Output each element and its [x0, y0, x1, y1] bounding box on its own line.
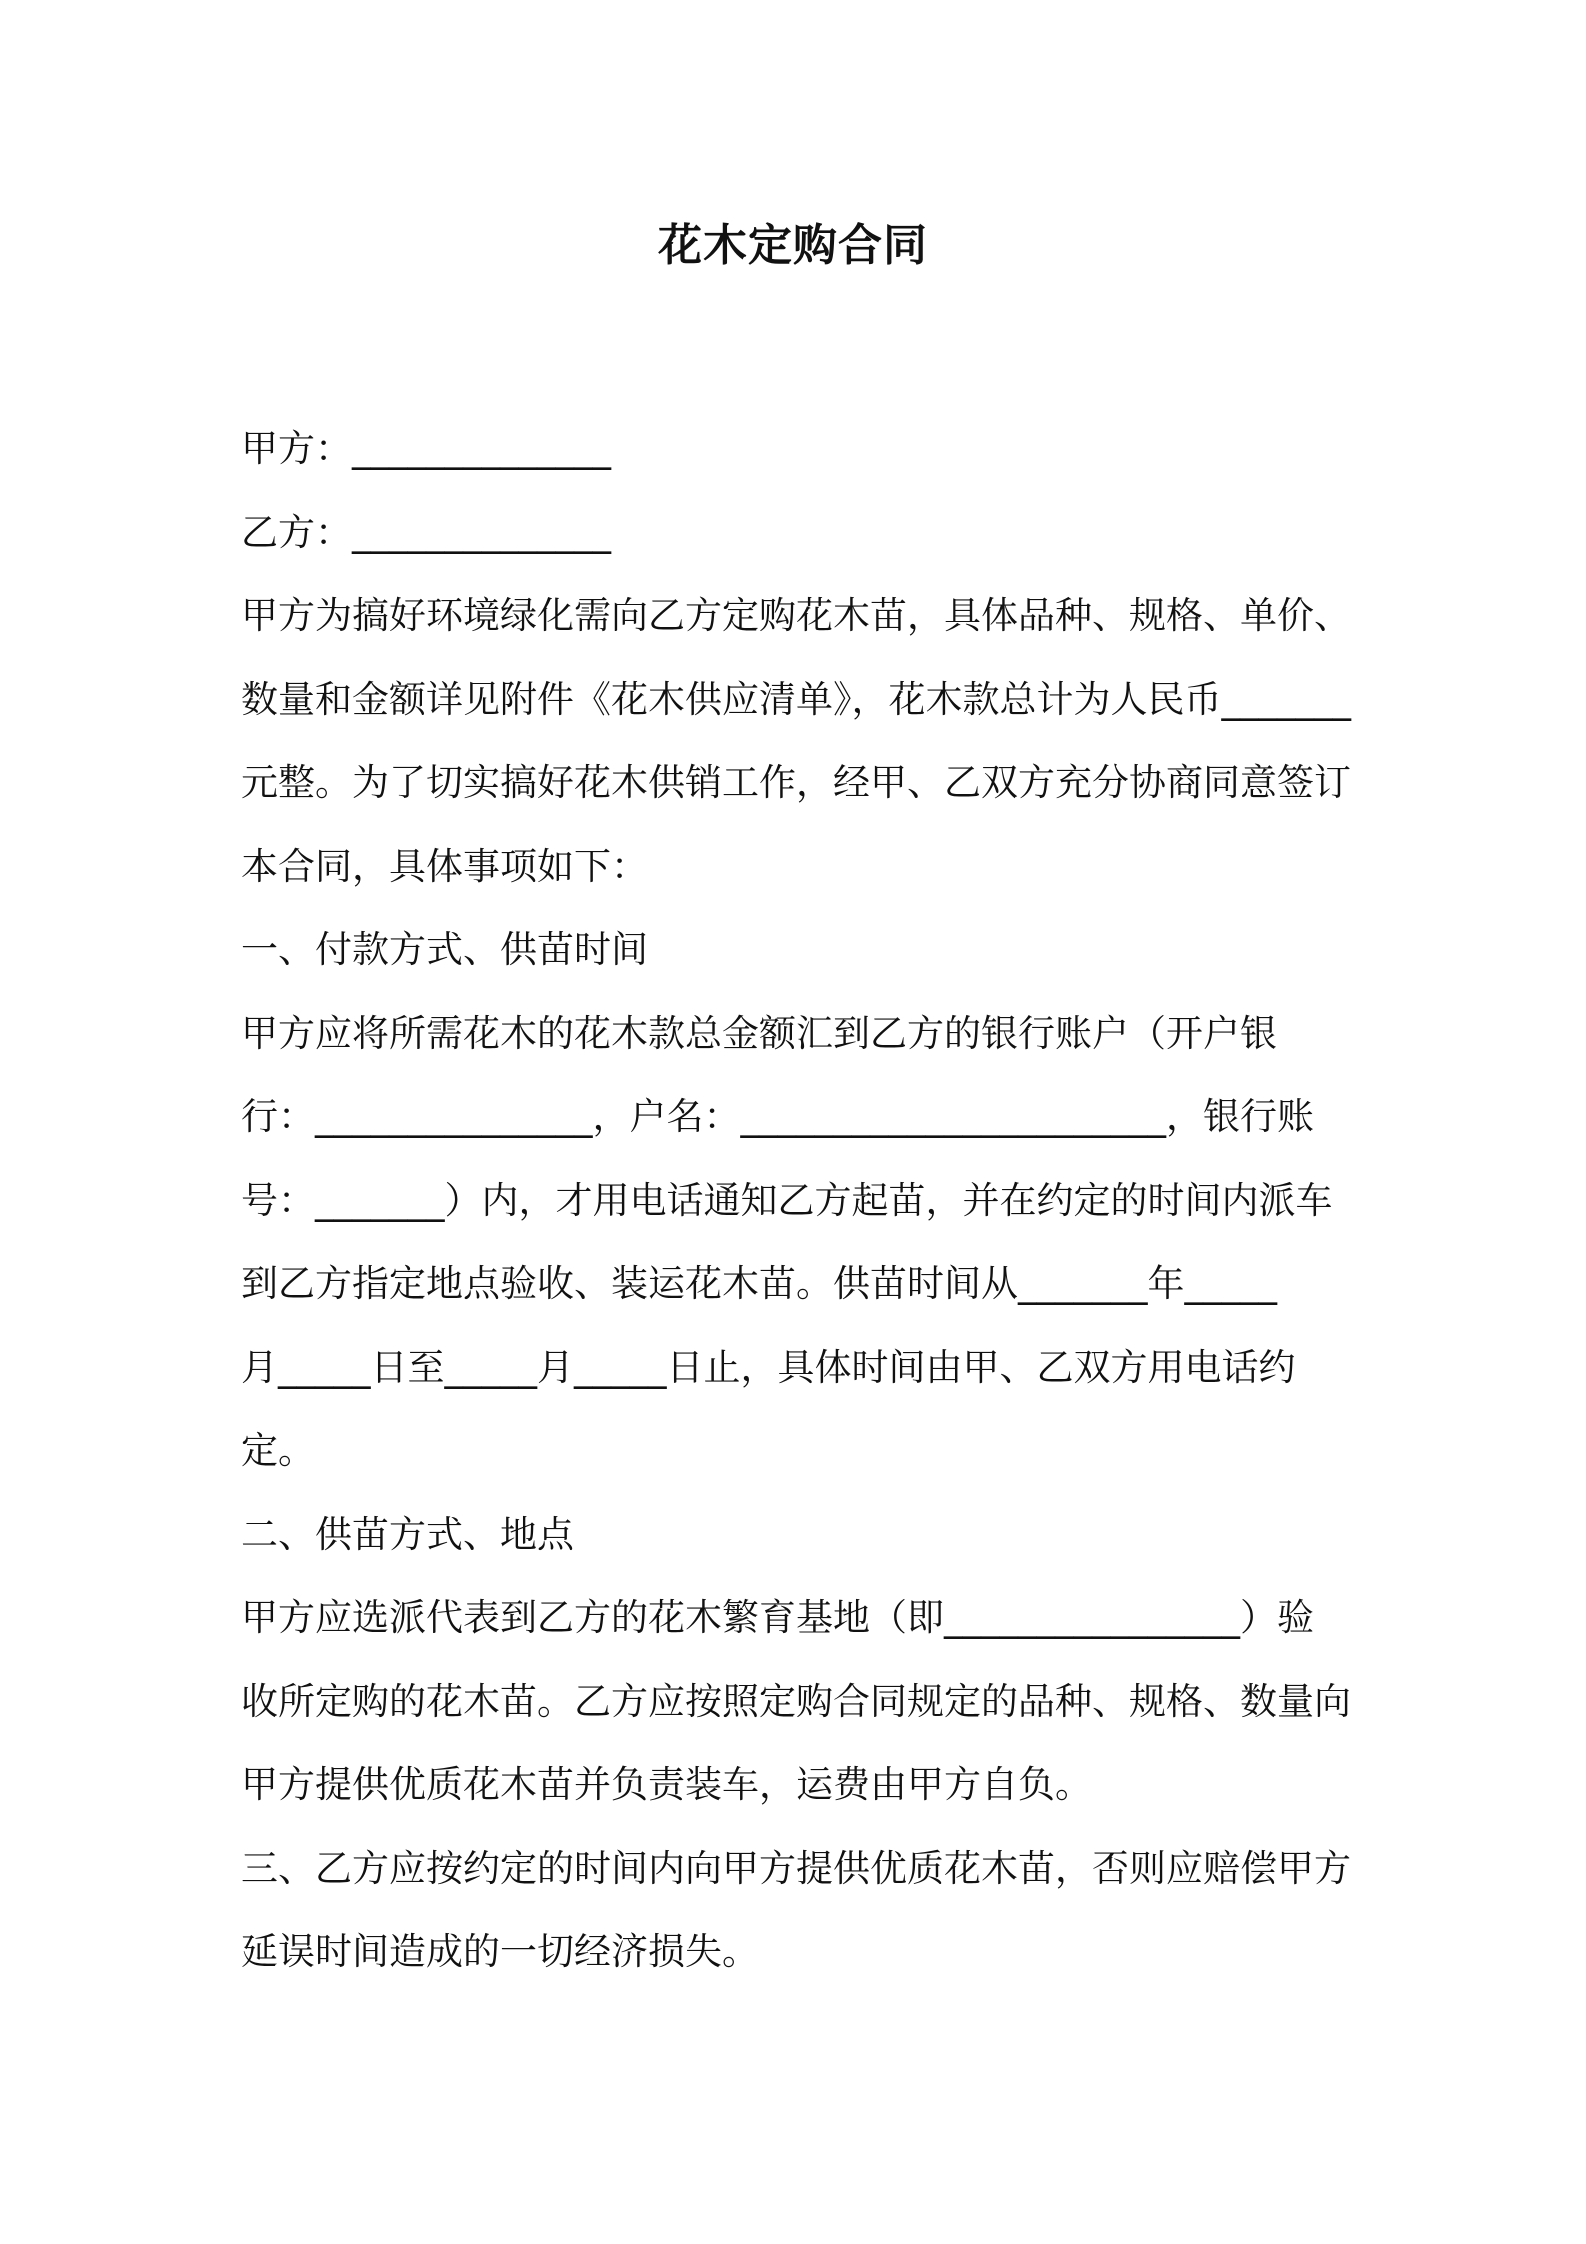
- section-1-heading: 一、付款方式、供苗时间: [241, 928, 648, 971]
- intro-line-1: 甲方为搞好环境绿化需向乙方定购花木苗，具体品种、规格、单价、: [241, 594, 1351, 637]
- section-2-line-3: 甲方提供优质花木苗并负责装车，运费由甲方自负。: [241, 1763, 1092, 1806]
- section-3-line-2: 延误时间造成的一切经济损失。: [241, 1930, 759, 1973]
- intro-line-3: 元整。为了切实搞好花木供销工作，经甲、乙双方充分协商同意签订: [241, 761, 1351, 804]
- section-1-line-3: 号：_______）内，才用电话通知乙方起苗，并在约定的时间内派车: [241, 1178, 1333, 1222]
- intro-line-4: 本合同，具体事项如下：: [241, 844, 648, 888]
- section-1-line-1: 甲方应将所需花木的花木款总金额汇到乙方的银行账户（开户银: [241, 1011, 1277, 1055]
- section-1-line-5: 月_____日至_____月_____日止，具体时间由甲、乙双方用电话约: [241, 1345, 1296, 1389]
- document-body: [241, 407, 1351, 1994]
- section-2-line-2: 收所定购的花木苗。乙方应按照定购合同规定的品种、规格、数量向: [241, 1679, 1351, 1723]
- section-3-line-1: 三、乙方应按约定的时间内向甲方提供优质花木苗，否则应赔偿甲方: [241, 1846, 1351, 1890]
- section-1-line-6: 定。: [241, 1429, 315, 1472]
- section-2-line-1: 甲方应选派代表到乙方的花木繁育基地（即________________）验: [241, 1596, 1314, 1639]
- section-1-line-4: 到乙方指定地点验收、装运花木苗。供苗时间从_______年_____: [241, 1262, 1277, 1305]
- section-2-heading: 二、供苗方式、地点: [241, 1512, 574, 1556]
- party-a-line: 甲方：______________: [241, 427, 611, 470]
- section-1-line-2: 行：_______________，户名：_______________________，银行账: [241, 1095, 1314, 1138]
- party-b-line: 乙方：______________: [241, 510, 611, 554]
- document-title: 花木定购合同: [658, 220, 928, 271]
- intro-line-2: 数量和金额详见附件《花木供应清单》，花木款总计为人民币_______: [241, 677, 1351, 721]
